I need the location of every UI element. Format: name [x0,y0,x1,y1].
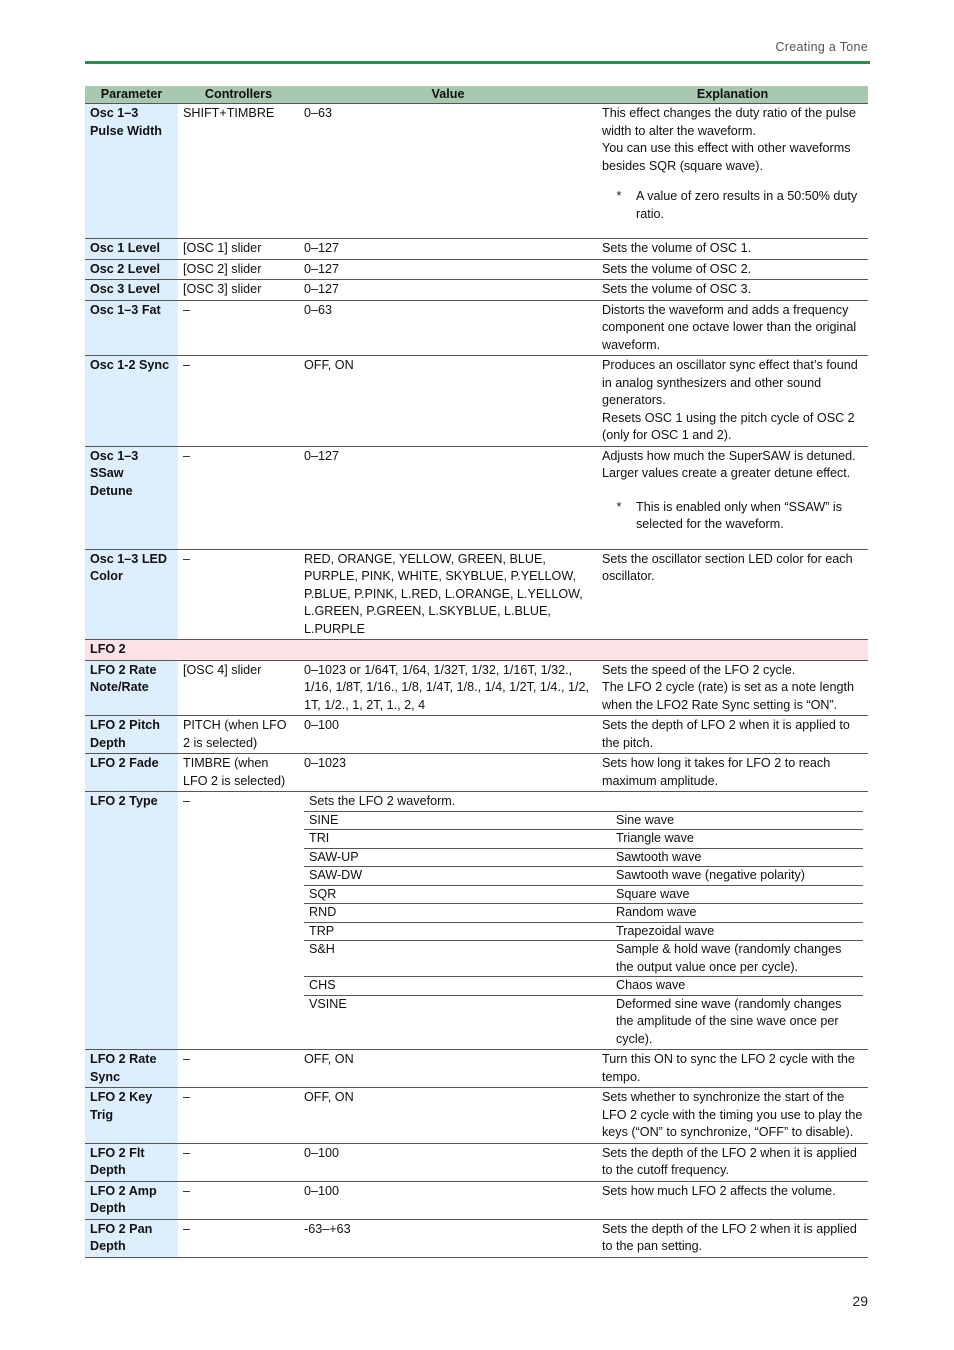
col-header-controllers: Controllers [178,86,299,104]
explanation-text: Resets OSC 1 using the pitch cycle of OSC 2 (only for OSC 1 and 2). [602,410,855,442]
waveform-explanation: Deformed sine wave (randomly changes the amplitude of the sine wave once per cycle). [616,996,842,1046]
explanation-cell: Sets the depth of the LFO 2 when it is applied to the cutoff frequency. [597,1143,868,1181]
waveform-value: S&H [309,942,335,956]
waveform-option-row [304,941,863,977]
explanation-text: Sets the speed of the LFO 2 cycle. [602,662,796,677]
controller-cell: – [178,300,299,356]
explanation-text: This effect changes the duty ratio of the pulse width to alter the waveform. [602,106,856,138]
param-name: Osc 1–3 Pulse Width [85,104,178,239]
explanation-cell: Sets the volume of OSC 3. [597,280,868,301]
table-row [85,660,868,716]
controller-cell: – [178,1219,299,1257]
explanation-cell [597,446,868,549]
col-header-value: Value [299,86,597,104]
waveform-explanation: Random wave [616,905,697,919]
waveform-explanation: Trapezoidal wave [616,923,715,938]
waveform-value: CHS [309,978,336,992]
value-cell: OFF, ON [299,1088,597,1144]
explanation-cell: Sets the depth of LFO 2 when it is applied to the pitch. [597,716,868,754]
waveform-explanation: Chaos wave [616,978,686,992]
explanation-text: Produces an oscillator sync effect that’s found in analog synthesizers and other sound generators. [602,358,858,407]
waveform-explanation: Sawtooth wave (negative polarity) [616,868,806,882]
waveform-explanation: Sawtooth wave [616,849,702,864]
waveform-list [299,792,868,1050]
explanation-cell [597,660,868,716]
controller-cell: PITCH (when LFO 2 is selected) [178,716,299,754]
asterisk-icon: * [616,499,622,514]
controller-cell: [OSC 4] slider [178,660,299,716]
value-cell: 0–127 [299,239,597,260]
waveform-value: RND [309,905,337,919]
controller-cell: [OSC 1] slider [178,239,299,260]
controller-cell: [OSC 3] slider [178,280,299,301]
table-row [85,356,868,447]
table-row [85,239,868,260]
waveform-option-row [304,812,863,831]
waveform-value: SQR [309,886,337,901]
table-row [85,1088,868,1144]
controller-cell: TIMBRE (when LFO 2 is selected) [178,754,299,792]
waveform-explanation: Sample & hold wave (randomly changes the output value once per cycle). [616,942,842,974]
explanation-cell: Turn this ON to sync the LFO 2 cycle with the tempo. [597,1050,868,1088]
controller-cell: – [178,1143,299,1181]
param-name: Osc 2 Level [85,259,178,280]
param-name: LFO 2 Rate Note/Rate [85,660,178,716]
value-cell: OFF, ON [299,1050,597,1088]
waveform-option-row [304,867,863,886]
table-row [85,1050,868,1088]
param-name: LFO 2 Fade [85,754,178,792]
explanation-cell [597,356,868,447]
table-row [85,1219,868,1257]
param-name: LFO 2 Type [85,792,178,1050]
param-name: LFO 2 Pan Depth [85,1219,178,1257]
waveform-option-row [304,886,863,905]
section-row-lfo2 [85,640,868,661]
waveform-option-row [304,996,863,1049]
waveform-option-row [304,923,863,942]
controller-cell: SHIFT+TIMBRE [178,104,299,239]
waveform-value: TRP [309,923,335,938]
table-row [85,1181,868,1219]
explanation-cell: Distorts the waveform and adds a frequency component one octave lower than the original waveform. [597,300,868,356]
controller-cell: – [178,549,299,640]
table-row [85,259,868,280]
value-cell: -63–+63 [299,1219,597,1257]
controller-cell: – [178,446,299,549]
table-header-row [85,86,868,104]
table-row [85,104,868,239]
waveform-explanation: Square wave [616,886,690,901]
table-row [85,1143,868,1181]
table-row [85,716,868,754]
explanation-text: Larger values create a greater detune effect. [602,466,851,480]
value-cell: 0–100 [299,1143,597,1181]
controller-cell: – [178,1088,299,1144]
waveform-value: VSINE [309,996,347,1011]
controller-cell: – [178,792,299,1050]
table-row [85,446,868,549]
param-name: LFO 2 Key Trig [85,1088,178,1144]
page-number: 29 [852,1293,868,1309]
value-cell: OFF, ON [299,356,597,447]
explanation-cell: Sets how much LFO 2 affects the volume. [597,1181,868,1219]
waveform-option-row [304,904,863,923]
param-name: LFO 2 Rate Sync [85,1050,178,1088]
explanation-cell: Sets the oscillator section LED color for each oscillator. [597,549,868,640]
value-cell: 0–100 [299,1181,597,1219]
value-cell: 0–127 [299,446,597,549]
explanation-cell: Sets how long it takes for LFO 2 to reach maximum amplitude. [597,754,868,792]
value-cell: 0–63 [299,104,597,239]
waveform-option-row [304,977,863,996]
waveform-value: SINE [309,812,339,827]
col-header-parameter: Parameter [85,86,178,104]
explanation-cell: Sets the depth of the LFO 2 when it is applied to the pan setting. [597,1219,868,1257]
explanation-text: The LFO 2 cycle (rate) is set as a note length when the LFO2 Rate Sync setting is “ON”. [602,680,854,712]
note-text: A value of zero results in a 50:50% duty ratio. [636,189,858,221]
header-rule [85,61,870,64]
value-cell: 0–127 [299,280,597,301]
explanation-cell: Sets the volume of OSC 2. [597,259,868,280]
asterisk-icon: * [616,189,622,203]
waveform-explanation: Triangle wave [616,831,694,845]
explanation-cell: Sets the volume of OSC 1. [597,239,868,260]
param-name: Osc 1-2 Sync [85,356,178,447]
header-title: Creating a Tone [775,40,868,54]
waveform-value: SAW-UP [309,849,359,864]
explanation-cell [597,104,868,239]
note-text: This is enabled only when “SSAW” is selected for the waveform. [636,499,843,531]
controller-cell: – [178,1050,299,1088]
param-name: Osc 1 Level [85,239,178,260]
param-name: Osc 1–3 Fat [85,300,178,356]
value-cell: 0–127 [299,259,597,280]
table-row [85,300,868,356]
param-name: Osc 1–3 SSaw Detune [85,446,178,549]
waveform-list-heading: Sets the LFO 2 waveform. [304,793,863,812]
waveform-value: SAW-DW [309,868,363,882]
param-name: Osc 3 Level [85,280,178,301]
value-cell: RED, ORANGE, YELLOW, GREEN, BLUE, PURPLE, PINK, WHITE, SKYBLUE, P.YELLOW, P.BLUE, P.PINK, L.RED, L.ORANGE, L.YELLOW, L.GREEN, P.GREEN, L.SKYBLUE, L.BLUE, L.PURPLE [299,549,597,640]
note [602,499,863,534]
table-row [85,754,868,792]
param-name: LFO 2 Amp Depth [85,1181,178,1219]
controller-cell: [OSC 2] slider [178,259,299,280]
value-cell: 0–1023 [299,754,597,792]
controller-cell: – [178,356,299,447]
param-name: LFO 2 Flt Depth [85,1143,178,1181]
param-name: Osc 1–3 LED Color [85,549,178,640]
controller-cell: – [178,1181,299,1219]
parameter-table [85,86,868,1258]
explanation-text: Adjusts how much the SuperSAW is detuned. [602,448,856,463]
explanation-cell: Sets whether to synchronize the start of the LFO 2 cycle with the timing you use to play the keys (“ON” to synchronize, “OFF” to disable). [597,1088,868,1144]
waveform-explanation: Sine wave [616,812,675,827]
note [602,188,863,223]
value-cell: 0–63 [299,300,597,356]
table-row [85,792,868,1050]
waveform-option-row [304,830,863,849]
table-row [85,280,868,301]
explanation-text: You can use this effect with other waveforms besides SQR (square wave). [602,141,851,173]
param-name: LFO 2 Pitch Depth [85,716,178,754]
col-header-explanation: Explanation [597,86,868,104]
value-cell: 0–1023 or 1/64T, 1/64, 1/32T, 1/32, 1/16T, 1/32., 1/16, 1/8T, 1/16., 1/8, 1/4T, 1/8., 1/4, 1/2T, 1/4., 1/2, 1T, 1/2., 1, 2T, 1., 2, 4 [299,660,597,716]
waveform-option-row [304,849,863,868]
value-cell: 0–100 [299,716,597,754]
section-title: LFO 2 [85,640,868,661]
table-row [85,549,868,640]
waveform-value: TRI [309,831,330,845]
